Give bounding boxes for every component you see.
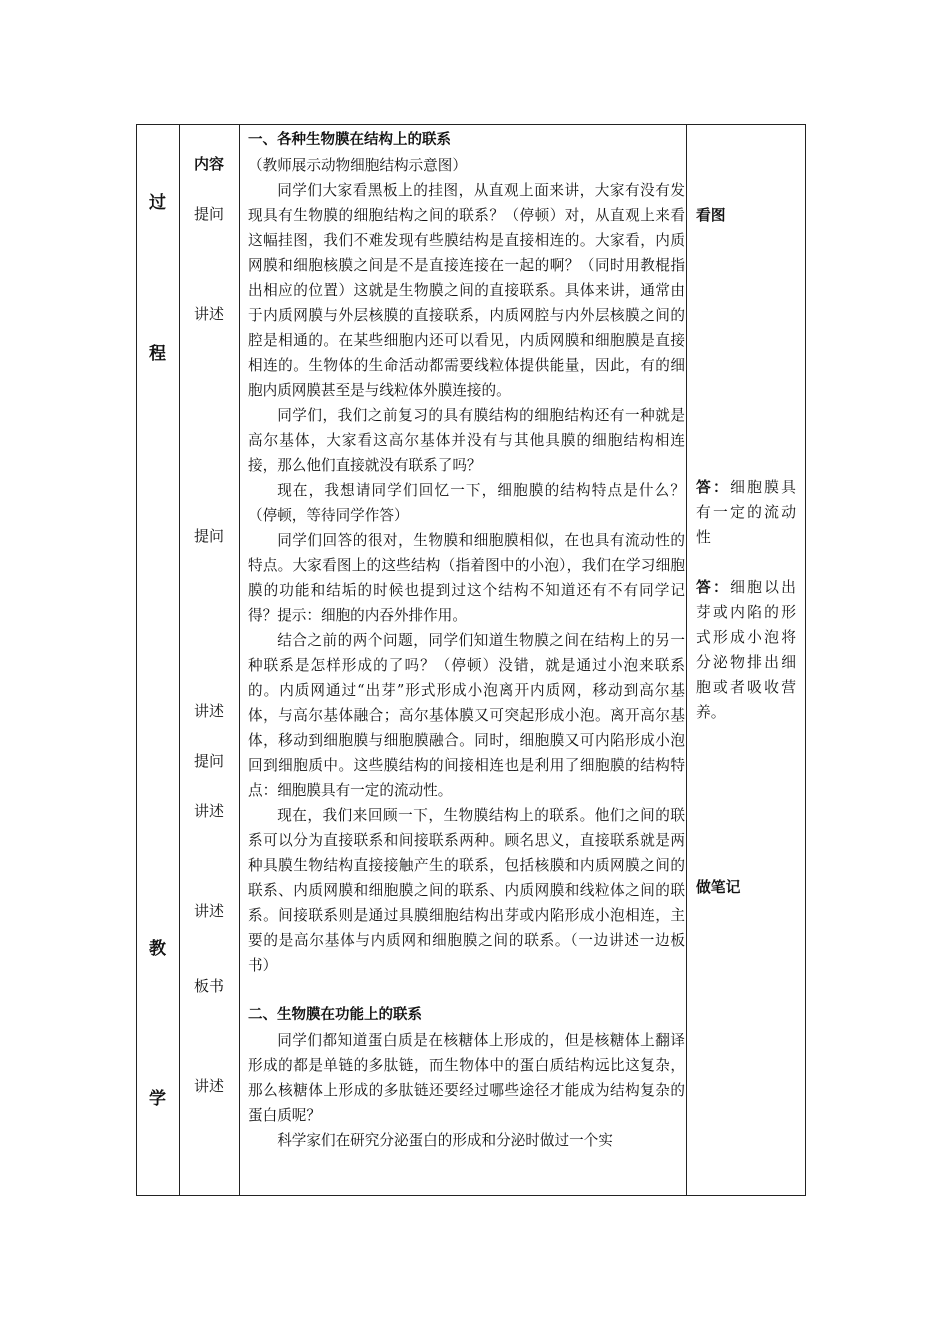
paragraph: 现在，我想请同学们回忆一下，细胞膜的结构特点是什么？（停顿，等待同学作答）: [248, 482, 685, 524]
activity-label: 讲述: [193, 902, 224, 920]
activity-label: 板书: [193, 977, 224, 995]
paragraph: 同学们回答的很对，生物膜和细胞膜相似，在也具有流动性的特点。大家看图上的这些结构（指着图中的小泡），我们在学习细胞膜的功能和结垢的时候也提到过这个结构不知道还有不有同学记得？提示：细胞的内吞外排作用。: [248, 532, 685, 624]
answer-label: 答：: [696, 579, 731, 596]
paragraph: 同学们大家看黑板上的挂图，从直观上面来讲，大家有没有发现具有生物膜的细胞结构之间的联系？（停顿）对，从直观上来看这幅挂图，我们不难发现有些膜结构是直接相连的。大家看，内质网膜和细胞核膜之间是不是直接连接在一起的啊？（同时用教棍指出相应的位置）这就是生物膜之间的直接联系。具体来讲，通常由于内质网膜与外层核膜的直接联系，内质网腔与内外层核膜之间的腔是相通的。在某些细胞内还可以看见，内质网膜和细胞膜是直接相连的。生物体的生命活动都需要线粒体提供能量，因此，有的细胞内质网膜甚至是与线粒体外膜连接的。: [248, 182, 685, 399]
student-note: [696, 575, 796, 725]
student-note: [696, 475, 796, 550]
paragraph: 同学们，我们之前复习的具有膜结构的细胞结构还有一种就是高尔基体，大家看这高尔基体并没有与其他具膜的细胞结构相连接，那么他们直接就没有联系了吗？: [248, 407, 685, 474]
column-border: [239, 124, 240, 1196]
activity-label: 提问: [193, 205, 224, 223]
activity-label: 提问: [193, 752, 224, 770]
answer-text: 细胞膜具有一定的流动性: [696, 479, 796, 546]
activity-label: 讲述: [193, 1077, 224, 1095]
student-note: [696, 875, 796, 900]
activity-label: 讲述: [193, 802, 224, 820]
column-border: [686, 124, 687, 1196]
vertical-char: 学: [149, 1089, 166, 1109]
section-heading: 二、生物膜在功能上的联系: [248, 1007, 422, 1023]
note-text: 看图: [696, 207, 726, 224]
paragraph: 科学家们在研究分泌蛋白的形成和分泌时做过一个实: [277, 1132, 613, 1149]
activity-label: 讲述: [193, 305, 224, 323]
vertical-char: 程: [149, 344, 166, 364]
activity-label: 内容: [193, 155, 224, 173]
paragraph: 现在，我们来回顾一下，生物膜结构上的联系。他们之间的联系可以分为直接联系和间接联系两种。顾名思义，直接联系就是两种具膜生物结构直接接触产生的联系，包括核膜和内质网膜之间的联系、内质网膜和细胞膜之间的联系、内质网膜和线粒体之间的联系。间接联系则是通过具膜细胞结构出芽或内陷形成小泡相连，主要的是高尔基体与内质网和细胞膜之间的联系。（一边讲述一边板书）: [248, 807, 685, 974]
column-border: [805, 124, 806, 1196]
activity-column: [179, 124, 239, 1196]
student-note: [696, 203, 796, 228]
process-column: [136, 124, 179, 1196]
vertical-char: 教: [149, 939, 166, 959]
lesson-content: [248, 128, 685, 1153]
activity-label: 讲述: [193, 702, 224, 720]
paragraph: 同学们都知道蛋白质是在核糖体上形成的，但是核糖体上翻译形成的都是单链的多肽链，而生物体中的蛋白质结构远比这复杂，那么核糖体上形成的多肽链还要经过哪些途径才能成为结构复杂的蛋白质呢？: [248, 1032, 685, 1124]
paragraph: 结合之前的两个问题，同学们知道生物膜之间在结构上的另一种联系是怎样形成的了吗？（停顿）没错，就是通过小泡来联系的。内质网通过“出芽”形式形成小泡离开内质网，移动到高尔基体，与高尔基体融合；高尔基体膜又可突起形成小泡。离开高尔基体，移动到细胞膜与细胞膜融合。同时，细胞膜又可内陷形成小泡回到细胞质中。这些膜结构的间接相连也是利用了细胞膜的结构特点：细胞膜具有一定的流动性。: [248, 632, 685, 799]
paragraph: （教师展示动物细胞结构示意图）: [248, 157, 467, 174]
activity-label: 提问: [193, 527, 224, 545]
student-activity-column: [696, 124, 796, 1196]
vertical-char: 过: [149, 193, 166, 213]
answer-label: 答：: [696, 479, 731, 496]
section-heading: 一、各种生物膜在结构上的联系: [248, 132, 451, 148]
lesson-plan-table: [136, 124, 806, 1196]
answer-text: 细胞以出芽或内陷的形式形成小泡将分泌物排出细胞或者吸收营养。: [696, 579, 796, 721]
note-text: 做笔记: [696, 879, 741, 896]
